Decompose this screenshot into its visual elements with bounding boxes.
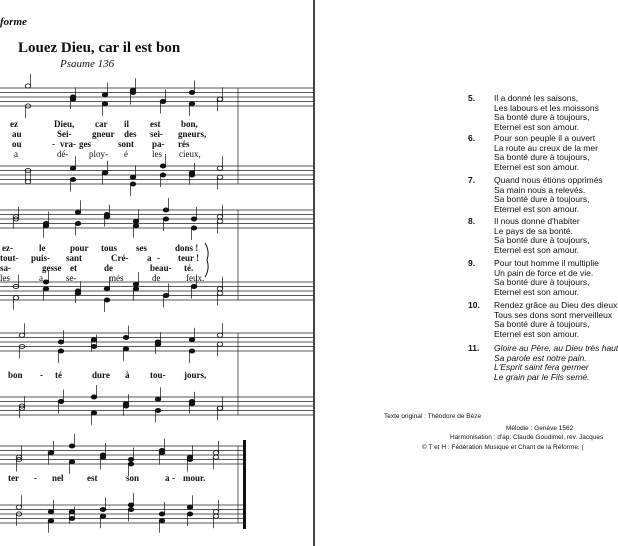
- verse-number: 11.: [468, 343, 480, 353]
- lyric-syllable: ses: [136, 243, 147, 253]
- page-gutter: [313, 0, 315, 546]
- note-head: [159, 512, 165, 516]
- lyric-syllable: de: [104, 263, 113, 273]
- verse-text: [494, 344, 618, 382]
- note-head: [128, 503, 134, 507]
- lyric-syllable: -: [34, 473, 37, 483]
- lyric-syllable: pa-: [152, 139, 165, 149]
- note-head: [69, 444, 75, 448]
- lyric-syllable: beau-: [150, 263, 172, 273]
- note-head: [213, 455, 219, 459]
- lyric-syllable: à: [125, 370, 130, 380]
- lyric-syllable: le: [39, 243, 46, 253]
- verse-line: Pour son peuple il a ouvert: [494, 133, 596, 143]
- lyric-syllable: jours,: [184, 370, 207, 380]
- lyric-syllable: té: [55, 370, 62, 380]
- verse-line: Eternel est son amour.: [494, 244, 580, 255]
- note-head: [187, 512, 193, 516]
- lyric-syllable: -: [172, 473, 175, 483]
- hymn-title: Louez Dieu, car il est bon: [18, 40, 181, 56]
- lyric-syllable: ou: [12, 139, 22, 149]
- verse-line: Sa bonté dure à toujours,: [494, 194, 590, 205]
- lyric-syllable: se-: [66, 273, 77, 283]
- verse-line: Un pain de force et de vie.: [494, 267, 594, 278]
- lyric-syllable: sant: [66, 253, 83, 263]
- credit-text: Texte original : Théodore de Bèze: [384, 413, 482, 420]
- lyric-syllable: gesse: [42, 263, 62, 273]
- lyric-syllable: mour.: [183, 473, 206, 483]
- note-head: [100, 455, 106, 459]
- verse-line: Le pays de sa bonté.: [494, 225, 573, 236]
- note-head: [48, 510, 54, 514]
- lyric-syllable: tout-: [0, 253, 19, 263]
- note-head: [128, 462, 134, 466]
- lyric-syllable: sont: [118, 139, 135, 149]
- verse-line: Eternel est son amour.: [494, 203, 580, 214]
- note-head: [187, 457, 193, 461]
- verse-line: Le grain par le Fils semé.: [494, 371, 590, 382]
- lyric-syllable: ez-: [2, 243, 13, 253]
- verse-text: [494, 94, 599, 132]
- verse-line: Tous ses dons sont merveilleux: [494, 309, 613, 320]
- note-head: [128, 507, 134, 511]
- verse-line: L'Esprit saint fera germer: [494, 362, 589, 373]
- verse-text: [494, 134, 598, 172]
- lyric-syllable: les: [152, 149, 162, 159]
- lyric-syllable: ez: [10, 119, 18, 129]
- verse-line: Il a donné les saisons,: [494, 93, 579, 103]
- note-head: [48, 519, 54, 523]
- verse-line: Sa bonté dure à toujours,: [494, 112, 590, 123]
- lyric-syllable: a: [14, 149, 18, 159]
- verse-number: 10.: [468, 300, 480, 310]
- lyric-syllable: é: [124, 149, 128, 159]
- verse-line: Eternel est son amour.: [494, 121, 580, 132]
- lyric-syllable: tous: [101, 243, 118, 253]
- verse-line: Eternel est son amour.: [494, 328, 580, 339]
- verse-line: Quand nous étions opprimés: [494, 175, 603, 185]
- note-head: [213, 514, 219, 518]
- lyric-syllable: vra-: [60, 139, 76, 149]
- lyric-syllable: més: [109, 273, 124, 283]
- lyric-syllable: -: [40, 370, 43, 380]
- verse-line: Sa bonté dure à toujours,: [494, 235, 590, 246]
- lyric-syllable: nel: [52, 473, 64, 483]
- note-head: [48, 451, 54, 455]
- lyric-syllable: Dieu,: [54, 119, 75, 129]
- lyric-syllable: feux.: [186, 273, 205, 283]
- lyric-syllable: a: [39, 273, 43, 283]
- verse-line: Rendez grâce au Dieu des dieux: [494, 300, 618, 310]
- verse-text: [494, 301, 617, 339]
- note-head: [187, 505, 193, 509]
- credit-melody: Mélodie : Genève 1562: [506, 425, 574, 432]
- verse-text: [494, 259, 599, 297]
- note-head: [159, 519, 165, 523]
- verse-line: Les labours et les moissons: [494, 102, 599, 113]
- verse-line: Sa parole est notre pain.: [494, 352, 587, 363]
- verse-text: [494, 176, 603, 214]
- note-head: [100, 507, 106, 511]
- lyric-syllable: ges: [79, 139, 91, 149]
- note-head: [100, 514, 106, 518]
- lyric-syllable: gneur: [92, 129, 115, 139]
- verse-line: Sa bonté dure à toujours,: [494, 277, 590, 288]
- lyric-syllable: sa-: [0, 263, 11, 273]
- verse-line: Il nous donne d'habiter: [494, 216, 580, 226]
- lyric-syllable: a: [147, 253, 152, 263]
- verse-text: [494, 217, 589, 255]
- verse-number: 9.: [468, 258, 476, 268]
- lyric-syllable: dure: [92, 370, 110, 380]
- lyric-syllable: sei-: [150, 129, 163, 139]
- note-head: [69, 460, 75, 464]
- lyric-syllable: a: [165, 473, 170, 483]
- hymn-subtitle: Psaume 136: [60, 58, 115, 70]
- running-header: forme: [0, 16, 27, 28]
- note-head: [213, 451, 219, 455]
- lyric-syllable: puis-: [31, 253, 51, 263]
- verses-page: [316, 0, 618, 546]
- lyric-syllable: dons !: [175, 243, 199, 253]
- lyric-syllable: de: [152, 273, 161, 283]
- lyric-syllable: -: [157, 253, 160, 263]
- final-bar-line: [243, 440, 246, 529]
- lyric-syllable: dé-: [57, 149, 69, 159]
- verse-line: Sa bonté dure à toujours,: [494, 319, 590, 330]
- note-head: [16, 505, 22, 509]
- lyric-syllable: les: [0, 273, 10, 283]
- verse-line: Eternel est son amour.: [494, 161, 580, 172]
- verse-line: Sa bonté dure à toujours,: [494, 152, 590, 163]
- lyric-syllable: -: [52, 139, 55, 149]
- lyric-syllable: car: [95, 119, 108, 129]
- note-head: [69, 516, 75, 520]
- lyric-syllable: est: [150, 119, 161, 129]
- lyric-syllable: ter: [8, 473, 19, 483]
- lyric-syllable: bon: [8, 370, 23, 380]
- lyric-syllable: rés: [178, 139, 190, 149]
- note-head: [128, 457, 134, 461]
- credit-harmony: Harmonisation : d'ap. Claude Goudimel, rév. Jacques: [450, 434, 604, 441]
- lyric-syllable: est: [87, 473, 98, 483]
- lyric-syllable: bon,: [181, 119, 198, 129]
- lyric-syllable: té.: [184, 263, 194, 273]
- lyric-syllable: il: [124, 119, 130, 129]
- credit-copyright: © T et H : Fédération Musique et Chant de la Réforme, (: [422, 444, 584, 451]
- note-head: [159, 451, 165, 455]
- verse-number: 7.: [468, 175, 476, 185]
- lyric-syllable: et: [70, 263, 77, 273]
- lyric-syllable: ploy-: [89, 149, 108, 159]
- lyric-syllable: son: [126, 473, 140, 483]
- lyric-syllable: gneurs,: [178, 129, 207, 139]
- lyric-syllable: teur !: [178, 253, 200, 263]
- lyric-syllable: cieux,: [179, 149, 201, 159]
- verse-line: Pour tout homme il multiplie: [494, 258, 599, 268]
- lyric-syllable: des: [124, 129, 137, 139]
- verse-number: 8.: [468, 216, 476, 226]
- note-head: [69, 510, 75, 514]
- lyric-syllable: pour: [70, 243, 89, 253]
- verse-line: Sa main nous a relevés.: [494, 184, 586, 195]
- lyric-syllable: Cré-: [111, 253, 129, 263]
- note-head: [213, 510, 219, 514]
- lyric-syllable: tou-: [150, 370, 166, 380]
- lyric-syllable: Sei-: [57, 129, 72, 139]
- verse-line: Gloire au Père, au Dieu très haut: [494, 343, 618, 353]
- verse-number: 6.: [468, 133, 476, 143]
- verse-number: 5.: [468, 93, 476, 103]
- lyric-syllable: au: [12, 129, 22, 139]
- verse-line: Eternel est son amour.: [494, 286, 580, 297]
- verse-line: La route au creux de la mer: [494, 142, 598, 153]
